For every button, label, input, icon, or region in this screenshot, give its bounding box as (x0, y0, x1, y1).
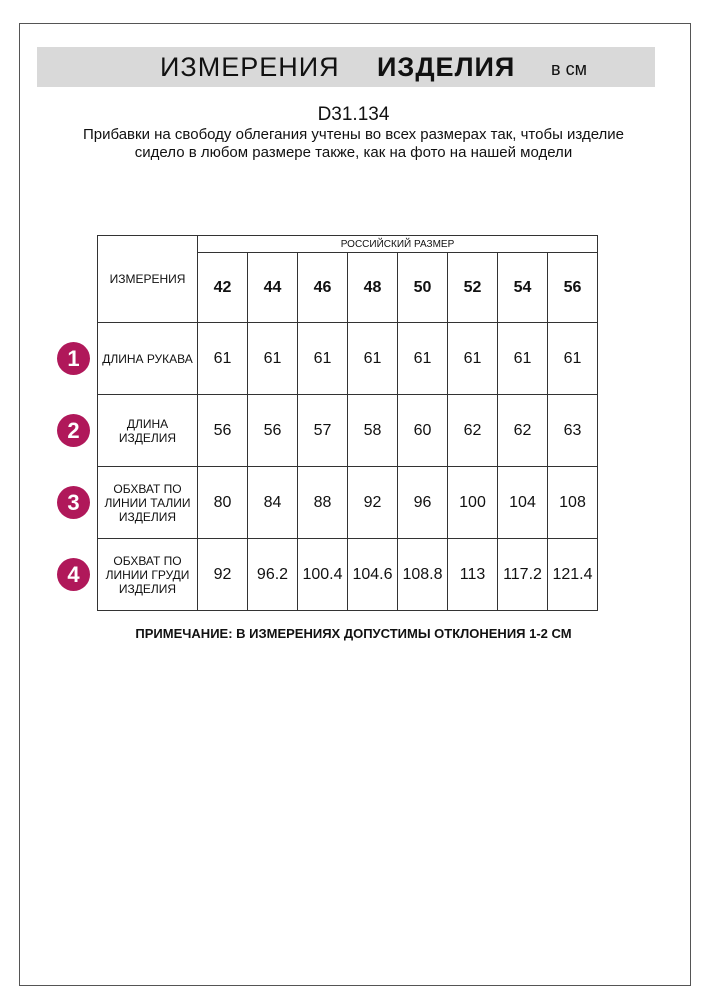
value-cell: 88 (298, 467, 348, 539)
tolerance-note: ПРИМЕЧАНИЕ: В ИЗМЕРЕНИЯХ ДОПУСТИМЫ ОТКЛОНЕНИЯ 1-2 СМ (135, 626, 572, 641)
value-cell: 58 (348, 395, 398, 467)
size-group-label: РОССИЙСКИЙ РАЗМЕР (198, 236, 598, 253)
value-cell: 61 (298, 323, 348, 395)
header-title-item: ИЗДЕЛИЯ (377, 52, 516, 82)
size-header: 56 (548, 253, 598, 323)
value-cell: 108.8 (398, 539, 448, 611)
header-unit: в см (551, 59, 587, 79)
value-cell: 56 (198, 395, 248, 467)
intro-note: Прибавки на свободу облегания учтены во всех размерах так, чтобы изделие сидело в любом размере также, как на фото на нашей модели (82, 126, 625, 161)
table-row (98, 539, 598, 611)
value-cell: 61 (398, 323, 448, 395)
header-title-measurements: ИЗМЕРЕНИЯ (160, 52, 340, 82)
size-header: 46 (298, 253, 348, 323)
row-number-badge: 4 (57, 558, 90, 591)
value-cell: 108 (548, 467, 598, 539)
value-cell: 80 (198, 467, 248, 539)
value-cell: 121.4 (548, 539, 598, 611)
row-number-badge: 1 (57, 342, 90, 375)
value-cell: 61 (548, 323, 598, 395)
size-header: 44 (248, 253, 298, 323)
product-code: D31.134 (317, 104, 390, 125)
table-row (98, 323, 598, 395)
value-cell: 62 (498, 395, 548, 467)
value-cell: 63 (548, 395, 598, 467)
value-cell: 61 (248, 323, 298, 395)
value-cell: 92 (348, 467, 398, 539)
value-cell: 104.6 (348, 539, 398, 611)
size-header: 48 (348, 253, 398, 323)
size-header: 50 (398, 253, 448, 323)
value-cell: 96 (398, 467, 448, 539)
value-cell: 57 (298, 395, 348, 467)
value-cell: 56 (248, 395, 298, 467)
row-label: ДЛИНА ИЗДЕЛИЯ (98, 395, 198, 467)
value-cell: 104 (498, 467, 548, 539)
value-cell: 61 (348, 323, 398, 395)
value-cell: 62 (448, 395, 498, 467)
value-cell: 100.4 (298, 539, 348, 611)
row-number-badge: 3 (57, 486, 90, 519)
corner-label: ИЗМЕРЕНИЯ (98, 236, 198, 323)
value-cell: 60 (398, 395, 448, 467)
size-table (97, 235, 598, 611)
size-header: 54 (498, 253, 548, 323)
table-row (98, 395, 598, 467)
value-cell: 92 (198, 539, 248, 611)
value-cell: 61 (448, 323, 498, 395)
row-label: ДЛИНА РУКАВА (98, 323, 198, 395)
row-label: ОБХВАТ ПО ЛИНИИ ТАЛИИ ИЗДЕЛИЯ (98, 467, 198, 539)
size-header: 42 (198, 253, 248, 323)
value-cell: 117.2 (498, 539, 548, 611)
value-cell: 113 (448, 539, 498, 611)
value-cell: 96.2 (248, 539, 298, 611)
row-number-badge: 2 (57, 414, 90, 447)
value-cell: 61 (198, 323, 248, 395)
value-cell: 100 (448, 467, 498, 539)
value-cell: 84 (248, 467, 298, 539)
size-header: 52 (448, 253, 498, 323)
table-row (98, 467, 598, 539)
row-label: ОБХВАТ ПО ЛИНИИ ГРУДИ ИЗДЕЛИЯ (98, 539, 198, 611)
value-cell: 61 (498, 323, 548, 395)
